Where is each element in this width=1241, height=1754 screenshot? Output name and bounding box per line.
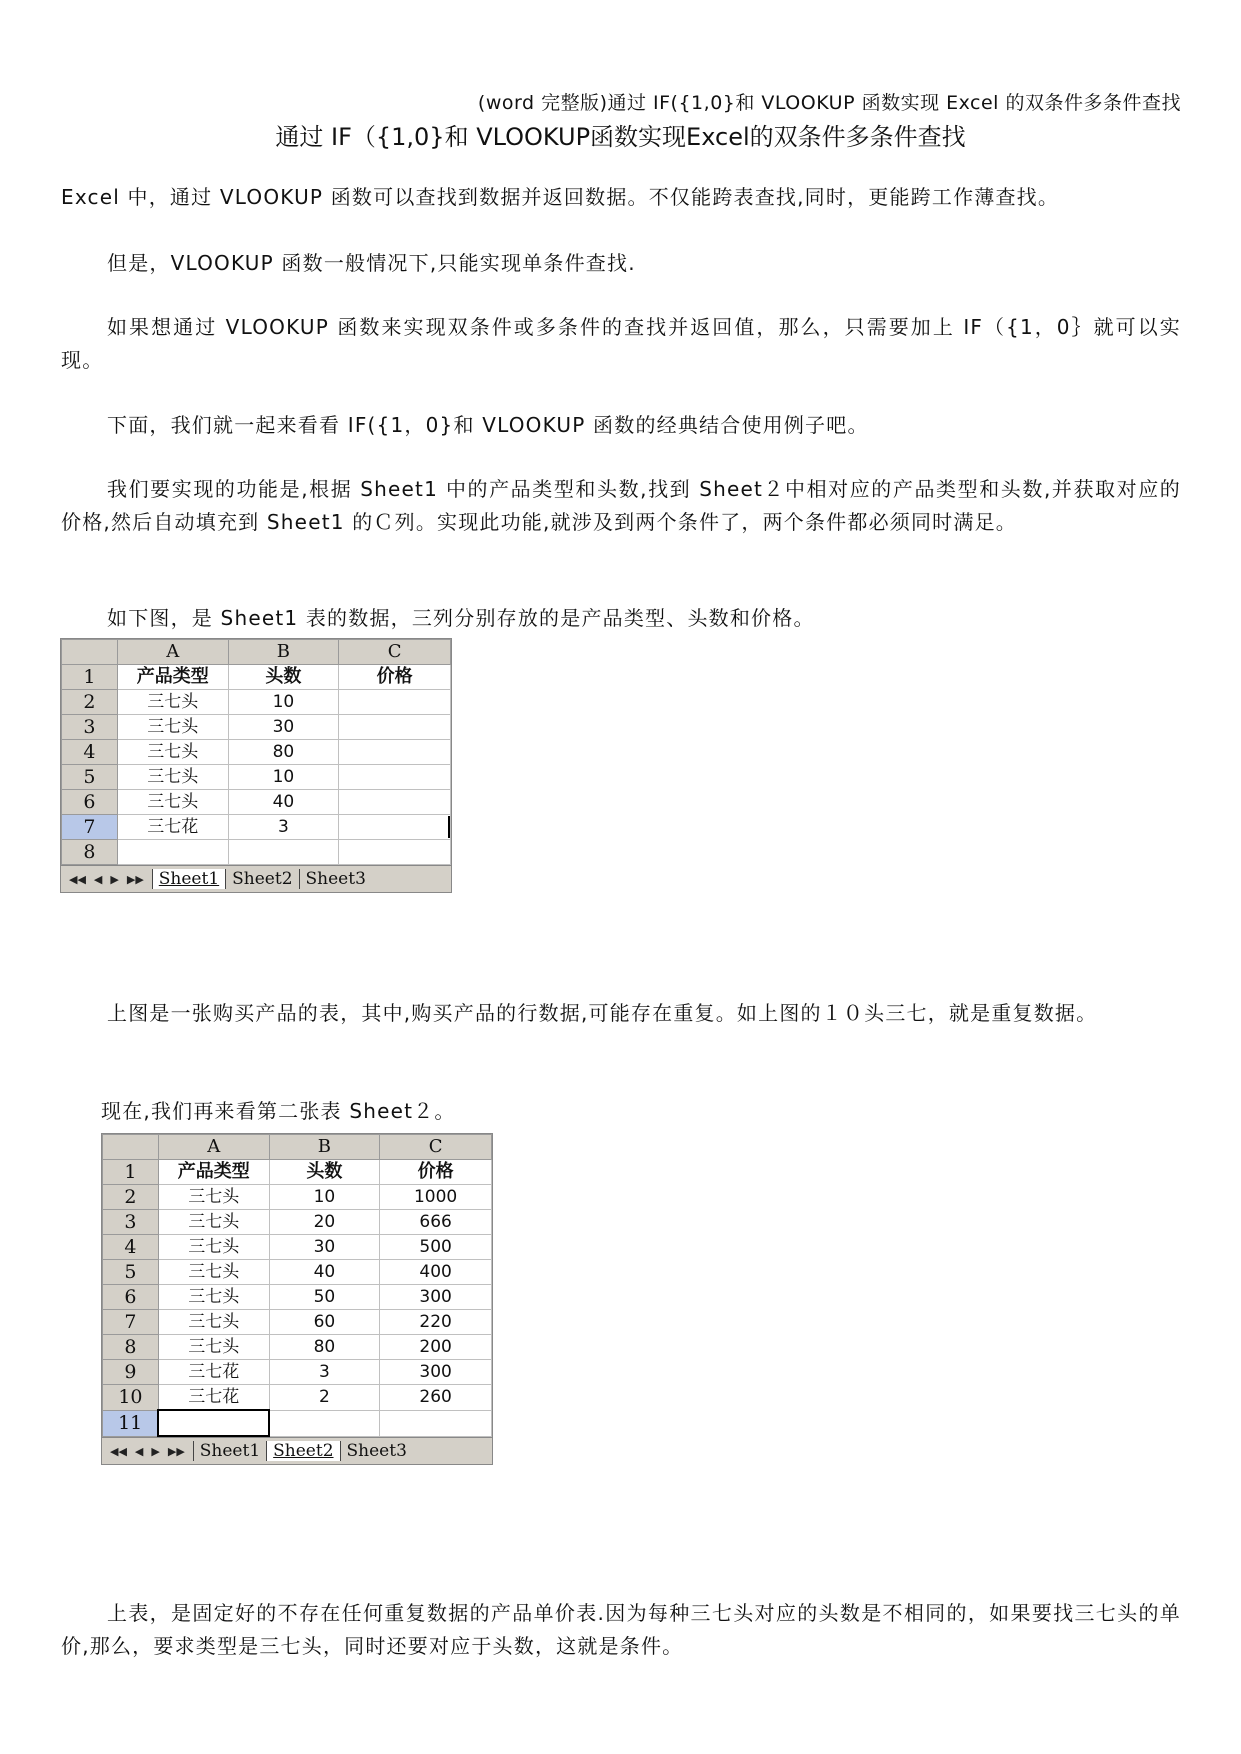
cell-b: 20 xyxy=(269,1210,380,1235)
paragraph-4: 下面，我们就一起来看看 IF({1，0}和 VLOOKUP 函数的经典结合使用例子吧。 xyxy=(107,413,869,437)
cell-a: 三七头 xyxy=(158,1285,269,1310)
cell-c-active xyxy=(339,815,451,840)
column-header-row xyxy=(62,640,451,665)
cell-a: 三七头 xyxy=(158,1185,269,1210)
col-header-c: C xyxy=(339,640,451,665)
cell-c xyxy=(380,1410,492,1436)
tab-sheet3: Sheet3 xyxy=(340,1441,413,1461)
row-number: 7 xyxy=(103,1310,159,1335)
paragraph-6: 如下图，是 Sheet1 表的数据，三列分别存放的是产品类型、头数和价格。 xyxy=(107,606,815,630)
col-header-a: A xyxy=(158,1135,269,1160)
cell-a: 三七头 xyxy=(117,765,228,790)
tab-navigation xyxy=(61,873,152,886)
cell-b: 30 xyxy=(269,1235,380,1260)
cell-c: 666 xyxy=(380,1210,492,1235)
cell-c xyxy=(339,840,451,865)
row-number: 1 xyxy=(62,665,118,690)
cell-a: 三七头 xyxy=(117,690,228,715)
table-row xyxy=(62,740,451,765)
sheet-tab-bar xyxy=(102,1437,492,1464)
corner-cell xyxy=(103,1135,159,1160)
table-row xyxy=(103,1235,492,1260)
row-number: 8 xyxy=(62,840,118,865)
row-number: 3 xyxy=(62,715,118,740)
cell-b: 80 xyxy=(228,740,339,765)
cell-b: 50 xyxy=(269,1285,380,1310)
cell-c xyxy=(339,740,451,765)
col-header-b: B xyxy=(228,640,339,665)
row-number: 3 xyxy=(103,1210,159,1235)
row-number: 7 xyxy=(62,815,118,840)
cell-b: 2 xyxy=(269,1385,380,1411)
paragraph-9: 上表，是固定好的不存在任何重复数据的产品单价表.因为每种三七头对应的头数是不相同的，如果要找三七头的单价,那么，要求类型是三七头，同时还要对应于头数，这就是条件。 xyxy=(61,1601,1181,1658)
cell-c: 200 xyxy=(380,1335,492,1360)
document-title: 通过 IF（{1,0}和 VLOOKUP函数实现Excel的双条件多条件查找 xyxy=(275,123,966,151)
table-row xyxy=(62,815,451,840)
table-row xyxy=(103,1160,492,1185)
col-header-a: A xyxy=(117,640,228,665)
table-row xyxy=(103,1335,492,1360)
table-row xyxy=(62,665,451,690)
cell-c: 300 xyxy=(380,1285,492,1310)
cell-a: 三七头 xyxy=(117,790,228,815)
cell-b xyxy=(228,840,339,865)
corner-cell xyxy=(62,640,118,665)
cell-b: 10 xyxy=(269,1185,380,1210)
table-row xyxy=(103,1385,492,1411)
cell-b: 60 xyxy=(269,1310,380,1335)
tab-sheet1: Sheet1 xyxy=(193,1441,266,1461)
row-number: 6 xyxy=(103,1285,159,1310)
sheet-tab-bar xyxy=(61,865,451,892)
cell-a: 产品类型 xyxy=(158,1160,269,1185)
cell-b: 10 xyxy=(228,690,339,715)
table-row xyxy=(103,1260,492,1285)
paragraph-2: 但是，VLOOKUP 函数一般情况下,只能实现单条件查找. xyxy=(107,251,636,275)
cell-c: 1000 xyxy=(380,1185,492,1210)
paragraph-7: 上图是一张购买产品的表，其中,购买产品的行数据,可能存在重复。如上图的１０头三七，就是重复数据。 xyxy=(107,1001,1098,1025)
table-row xyxy=(62,840,451,865)
cell-b: 3 xyxy=(228,815,339,840)
sheet1-grid xyxy=(61,639,451,865)
cell-b: 头数 xyxy=(269,1160,380,1185)
next-sheet-icon: ▶ xyxy=(110,872,119,886)
cell-c: 300 xyxy=(380,1360,492,1385)
text-cursor xyxy=(448,816,450,838)
table-row xyxy=(62,715,451,740)
row-number: 8 xyxy=(103,1335,159,1360)
table-row xyxy=(103,1310,492,1335)
cell-a: 三七头 xyxy=(158,1335,269,1360)
last-sheet-icon: ▶▶ xyxy=(126,872,144,886)
cell-b: 头数 xyxy=(228,665,339,690)
cell-b: 40 xyxy=(269,1260,380,1285)
cell-a xyxy=(117,840,228,865)
col-header-b: B xyxy=(269,1135,380,1160)
cell-c: 220 xyxy=(380,1310,492,1335)
tab-sheet2: Sheet2 xyxy=(266,1441,339,1461)
cell-b: 3 xyxy=(269,1360,380,1385)
row-number: 2 xyxy=(62,690,118,715)
cell-b: 40 xyxy=(228,790,339,815)
paragraph-8: 现在,我们再来看第二张表 Sheet２。 xyxy=(101,1099,456,1123)
table-row xyxy=(103,1285,492,1310)
cell-a: 三七头 xyxy=(158,1310,269,1335)
column-header-row xyxy=(103,1135,492,1160)
cell-b: 10 xyxy=(228,765,339,790)
sheet2-screenshot xyxy=(101,1133,493,1465)
cell-c: 价格 xyxy=(380,1160,492,1185)
cell-b xyxy=(269,1410,380,1436)
tab-sheet3: Sheet3 xyxy=(299,869,372,889)
row-number: 4 xyxy=(103,1235,159,1260)
next-sheet-icon: ▶ xyxy=(151,1444,160,1458)
first-sheet-icon: ◀◀ xyxy=(110,1444,127,1458)
cell-c xyxy=(339,765,451,790)
row-number: 5 xyxy=(103,1260,159,1285)
cell-b: 30 xyxy=(228,715,339,740)
cell-c: 价格 xyxy=(339,665,451,690)
prev-sheet-icon: ◀ xyxy=(93,872,103,886)
paragraph-1: Excel 中，通过 VLOOKUP 函数可以查找到数据并返回数据。不仅能跨表查找,同时，更能跨工作薄查找。 xyxy=(61,185,1060,209)
cell-a: 三七头 xyxy=(158,1260,269,1285)
cell-a: 三七头 xyxy=(158,1210,269,1235)
table-row xyxy=(62,790,451,815)
cell-c: 400 xyxy=(380,1260,492,1285)
cell-a: 产品类型 xyxy=(117,665,228,690)
table-row xyxy=(62,765,451,790)
cell-c xyxy=(339,790,451,815)
table-row xyxy=(103,1360,492,1385)
tab-navigation xyxy=(102,1445,193,1458)
row-number: 4 xyxy=(62,740,118,765)
last-sheet-icon: ▶▶ xyxy=(167,1444,185,1458)
cell-a-active xyxy=(158,1410,269,1436)
cell-a: 三七花 xyxy=(158,1360,269,1385)
row-number: 1 xyxy=(103,1160,159,1185)
tab-sheet1: Sheet1 xyxy=(152,869,225,889)
cell-a: 三七花 xyxy=(158,1385,269,1411)
paragraph-3: 如果想通过 VLOOKUP 函数来实现双条件或多条件的查找并返回值，那么，只需要加上 IF（{1，0｝就可以实现。 xyxy=(61,315,1181,372)
table-row xyxy=(62,690,451,715)
row-number: 10 xyxy=(103,1385,159,1411)
cell-a: 三七头 xyxy=(158,1235,269,1260)
tab-sheet2: Sheet2 xyxy=(225,869,298,889)
sheet1-screenshot xyxy=(60,638,452,893)
row-number: 5 xyxy=(62,765,118,790)
cell-c: 500 xyxy=(380,1235,492,1260)
row-number: 6 xyxy=(62,790,118,815)
table-row xyxy=(103,1210,492,1235)
paragraph-5: 我们要实现的功能是,根据 Sheet1 中的产品类型和头数,找到 Sheet２中相对应的产品类型和头数,并获取对应的价格,然后自动填充到 Sheet1 的Ｃ列。实现此功能,就涉及到两个条件了，两个条件都必须同时满足。 xyxy=(61,477,1181,534)
col-header-c: C xyxy=(380,1135,492,1160)
cell-b: 80 xyxy=(269,1335,380,1360)
running-header: (word 完整版)通过 IF({1,0}和 VLOOKUP 函数实现 Excel 的双条件多条件查找 xyxy=(477,92,1181,114)
cell-c xyxy=(339,715,451,740)
sheet2-grid xyxy=(102,1134,492,1437)
cell-c xyxy=(339,690,451,715)
cell-a: 三七花 xyxy=(117,815,228,840)
cell-a: 三七头 xyxy=(117,715,228,740)
row-number: 2 xyxy=(103,1185,159,1210)
first-sheet-icon: ◀◀ xyxy=(69,872,86,886)
table-row xyxy=(103,1410,492,1436)
row-number: 11 xyxy=(103,1410,159,1436)
row-number: 9 xyxy=(103,1360,159,1385)
table-row xyxy=(103,1185,492,1210)
prev-sheet-icon: ◀ xyxy=(134,1444,144,1458)
cell-c: 260 xyxy=(380,1385,492,1411)
cell-a: 三七头 xyxy=(117,740,228,765)
